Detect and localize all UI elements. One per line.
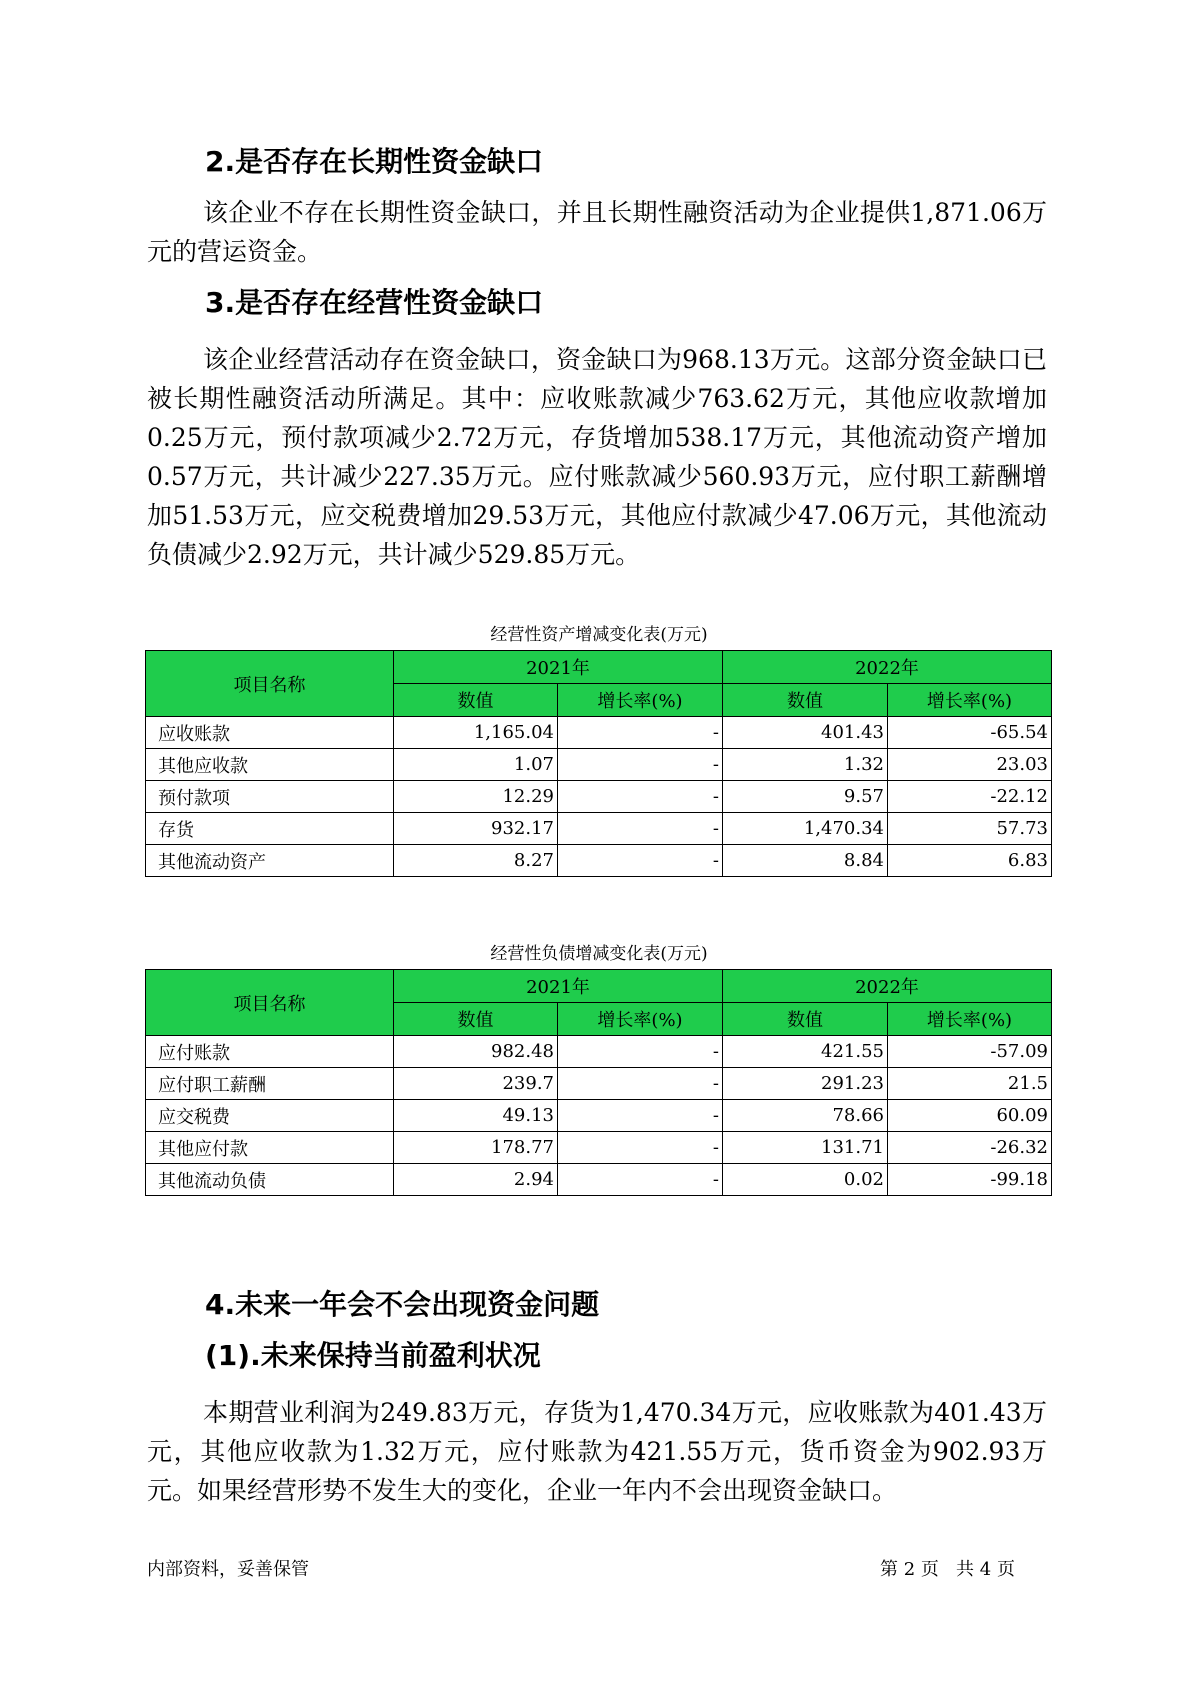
row-name: 应收账款 — [146, 717, 394, 749]
section-4-subtitle: (1).未来保持当前盈利状况 — [205, 1339, 541, 1372]
row-name: 其他应收款 — [146, 749, 394, 781]
table-row — [146, 845, 1052, 877]
header-rate: 增长率(%) — [558, 1003, 723, 1036]
row-rate-2021: - — [558, 813, 723, 845]
row-value-2021: 1.07 — [394, 749, 558, 781]
row-value-2021: 1,165.04 — [394, 717, 558, 749]
table-row — [146, 1068, 1052, 1100]
header-item-name: 项目名称 — [146, 970, 394, 1036]
row-value-2021: 2.94 — [394, 1164, 558, 1196]
row-name: 预付款项 — [146, 781, 394, 813]
row-name: 应交税费 — [146, 1100, 394, 1132]
header-rate: 增长率(%) — [888, 684, 1052, 717]
header-value: 数值 — [723, 684, 888, 717]
header-value: 数值 — [394, 684, 558, 717]
row-value-2021: 932.17 — [394, 813, 558, 845]
row-rate-2021: - — [558, 781, 723, 813]
row-name: 其他流动负债 — [146, 1164, 394, 1196]
table-row — [146, 749, 1052, 781]
row-name: 其他流动资产 — [146, 845, 394, 877]
table-row — [146, 813, 1052, 845]
header-year-2022: 2022年 — [723, 651, 1052, 684]
table-row — [146, 1036, 1052, 1068]
table-row — [146, 1164, 1052, 1196]
header-year-2022: 2022年 — [723, 970, 1052, 1003]
header-value: 数值 — [723, 1003, 888, 1036]
row-value-2021: 49.13 — [394, 1100, 558, 1132]
header-value: 数值 — [394, 1003, 558, 1036]
row-rate-2022: 6.83 — [888, 845, 1052, 877]
table-row — [146, 1132, 1052, 1164]
row-rate-2021: - — [558, 1100, 723, 1132]
row-rate-2022: -99.18 — [888, 1164, 1052, 1196]
section-3-title: 3.是否存在经营性资金缺口 — [205, 286, 544, 319]
row-value-2021: 178.77 — [394, 1132, 558, 1164]
section-2-text: 该企业不存在长期性资金缺口，并且长期性融资活动为企业提供1,871.06万元的营运资金。 — [147, 198, 1047, 266]
row-value-2022: 9.57 — [723, 781, 888, 813]
header-year-2021: 2021年 — [394, 651, 723, 684]
header-rate: 增长率(%) — [888, 1003, 1052, 1036]
footer-confidential-note: 内部资料，妥善保管 — [147, 1559, 309, 1580]
header-rate: 增长率(%) — [558, 684, 723, 717]
row-rate-2021: - — [558, 749, 723, 781]
row-rate-2022: -65.54 — [888, 717, 1052, 749]
row-value-2022: 401.43 — [723, 717, 888, 749]
section-3-text: 该企业经营活动存在资金缺口，资金缺口为968.13万元。这部分资金缺口已被长期性融资活动所满足。其中：应收账款减少763.62万元，其他应收款增加0.25万元，预付款项减少2.72万元，存货增加538.17万元，其他流动资产增加0.57万元，共计减少227.35万元。应付账款减少560.93万元，应付职工薪酬增加51.53万元，应交税费增加29.53万元，其他应付款减少47.06万元，其他流动负债减少2.92万元，共计减少529.85万元。 — [147, 345, 1047, 569]
row-value-2022: 1.32 — [723, 749, 888, 781]
row-rate-2022: -57.09 — [888, 1036, 1052, 1068]
row-rate-2022: 23.03 — [888, 749, 1052, 781]
row-rate-2022: 57.73 — [888, 813, 1052, 845]
liabilities-table-caption: 经营性负债增减变化表(万元) — [490, 944, 708, 964]
row-value-2021: 8.27 — [394, 845, 558, 877]
row-value-2022: 291.23 — [723, 1068, 888, 1100]
row-name: 应付账款 — [146, 1036, 394, 1068]
row-value-2022: 8.84 — [723, 845, 888, 877]
row-rate-2022: 60.09 — [888, 1100, 1052, 1132]
row-value-2022: 421.55 — [723, 1036, 888, 1068]
row-rate-2021: - — [558, 1036, 723, 1068]
section-4-title: 4.未来一年会不会出现资金问题 — [205, 1288, 600, 1321]
row-name: 存货 — [146, 813, 394, 845]
header-item-name: 项目名称 — [146, 651, 394, 717]
table-row — [146, 1100, 1052, 1132]
row-value-2021: 12.29 — [394, 781, 558, 813]
row-value-2022: 0.02 — [723, 1164, 888, 1196]
section-2-title: 2.是否存在长期性资金缺口 — [205, 145, 544, 178]
row-name: 应付职工薪酬 — [146, 1068, 394, 1100]
row-name: 其他应付款 — [146, 1132, 394, 1164]
row-rate-2022: -26.32 — [888, 1132, 1052, 1164]
table-row — [146, 781, 1052, 813]
assets-table-caption: 经营性资产增减变化表(万元) — [490, 625, 708, 645]
header-year-2021: 2021年 — [394, 970, 723, 1003]
row-value-2022: 1,470.34 — [723, 813, 888, 845]
row-rate-2021: - — [558, 1164, 723, 1196]
row-rate-2021: - — [558, 717, 723, 749]
row-value-2021: 239.7 — [394, 1068, 558, 1100]
row-rate-2021: - — [558, 845, 723, 877]
liabilities-table — [145, 969, 1052, 1196]
row-rate-2022: 21.5 — [888, 1068, 1052, 1100]
assets-table — [145, 650, 1052, 877]
footer-page-number: 第 2 页 共 4 页 — [880, 1559, 1015, 1580]
row-rate-2021: - — [558, 1132, 723, 1164]
row-rate-2022: -22.12 — [888, 781, 1052, 813]
row-rate-2021: - — [558, 1068, 723, 1100]
section-4-text: 本期营业利润为249.83万元，存货为1,470.34万元，应收账款为401.43万元，其他应收款为1.32万元，应付账款为421.55万元，货币资金为902.93万元。如果经营形势不发生大的变化，企业一年内不会出现资金缺口。 — [147, 1398, 1047, 1505]
row-value-2021: 982.48 — [394, 1036, 558, 1068]
row-value-2022: 131.71 — [723, 1132, 888, 1164]
table-row — [146, 717, 1052, 749]
row-value-2022: 78.66 — [723, 1100, 888, 1132]
